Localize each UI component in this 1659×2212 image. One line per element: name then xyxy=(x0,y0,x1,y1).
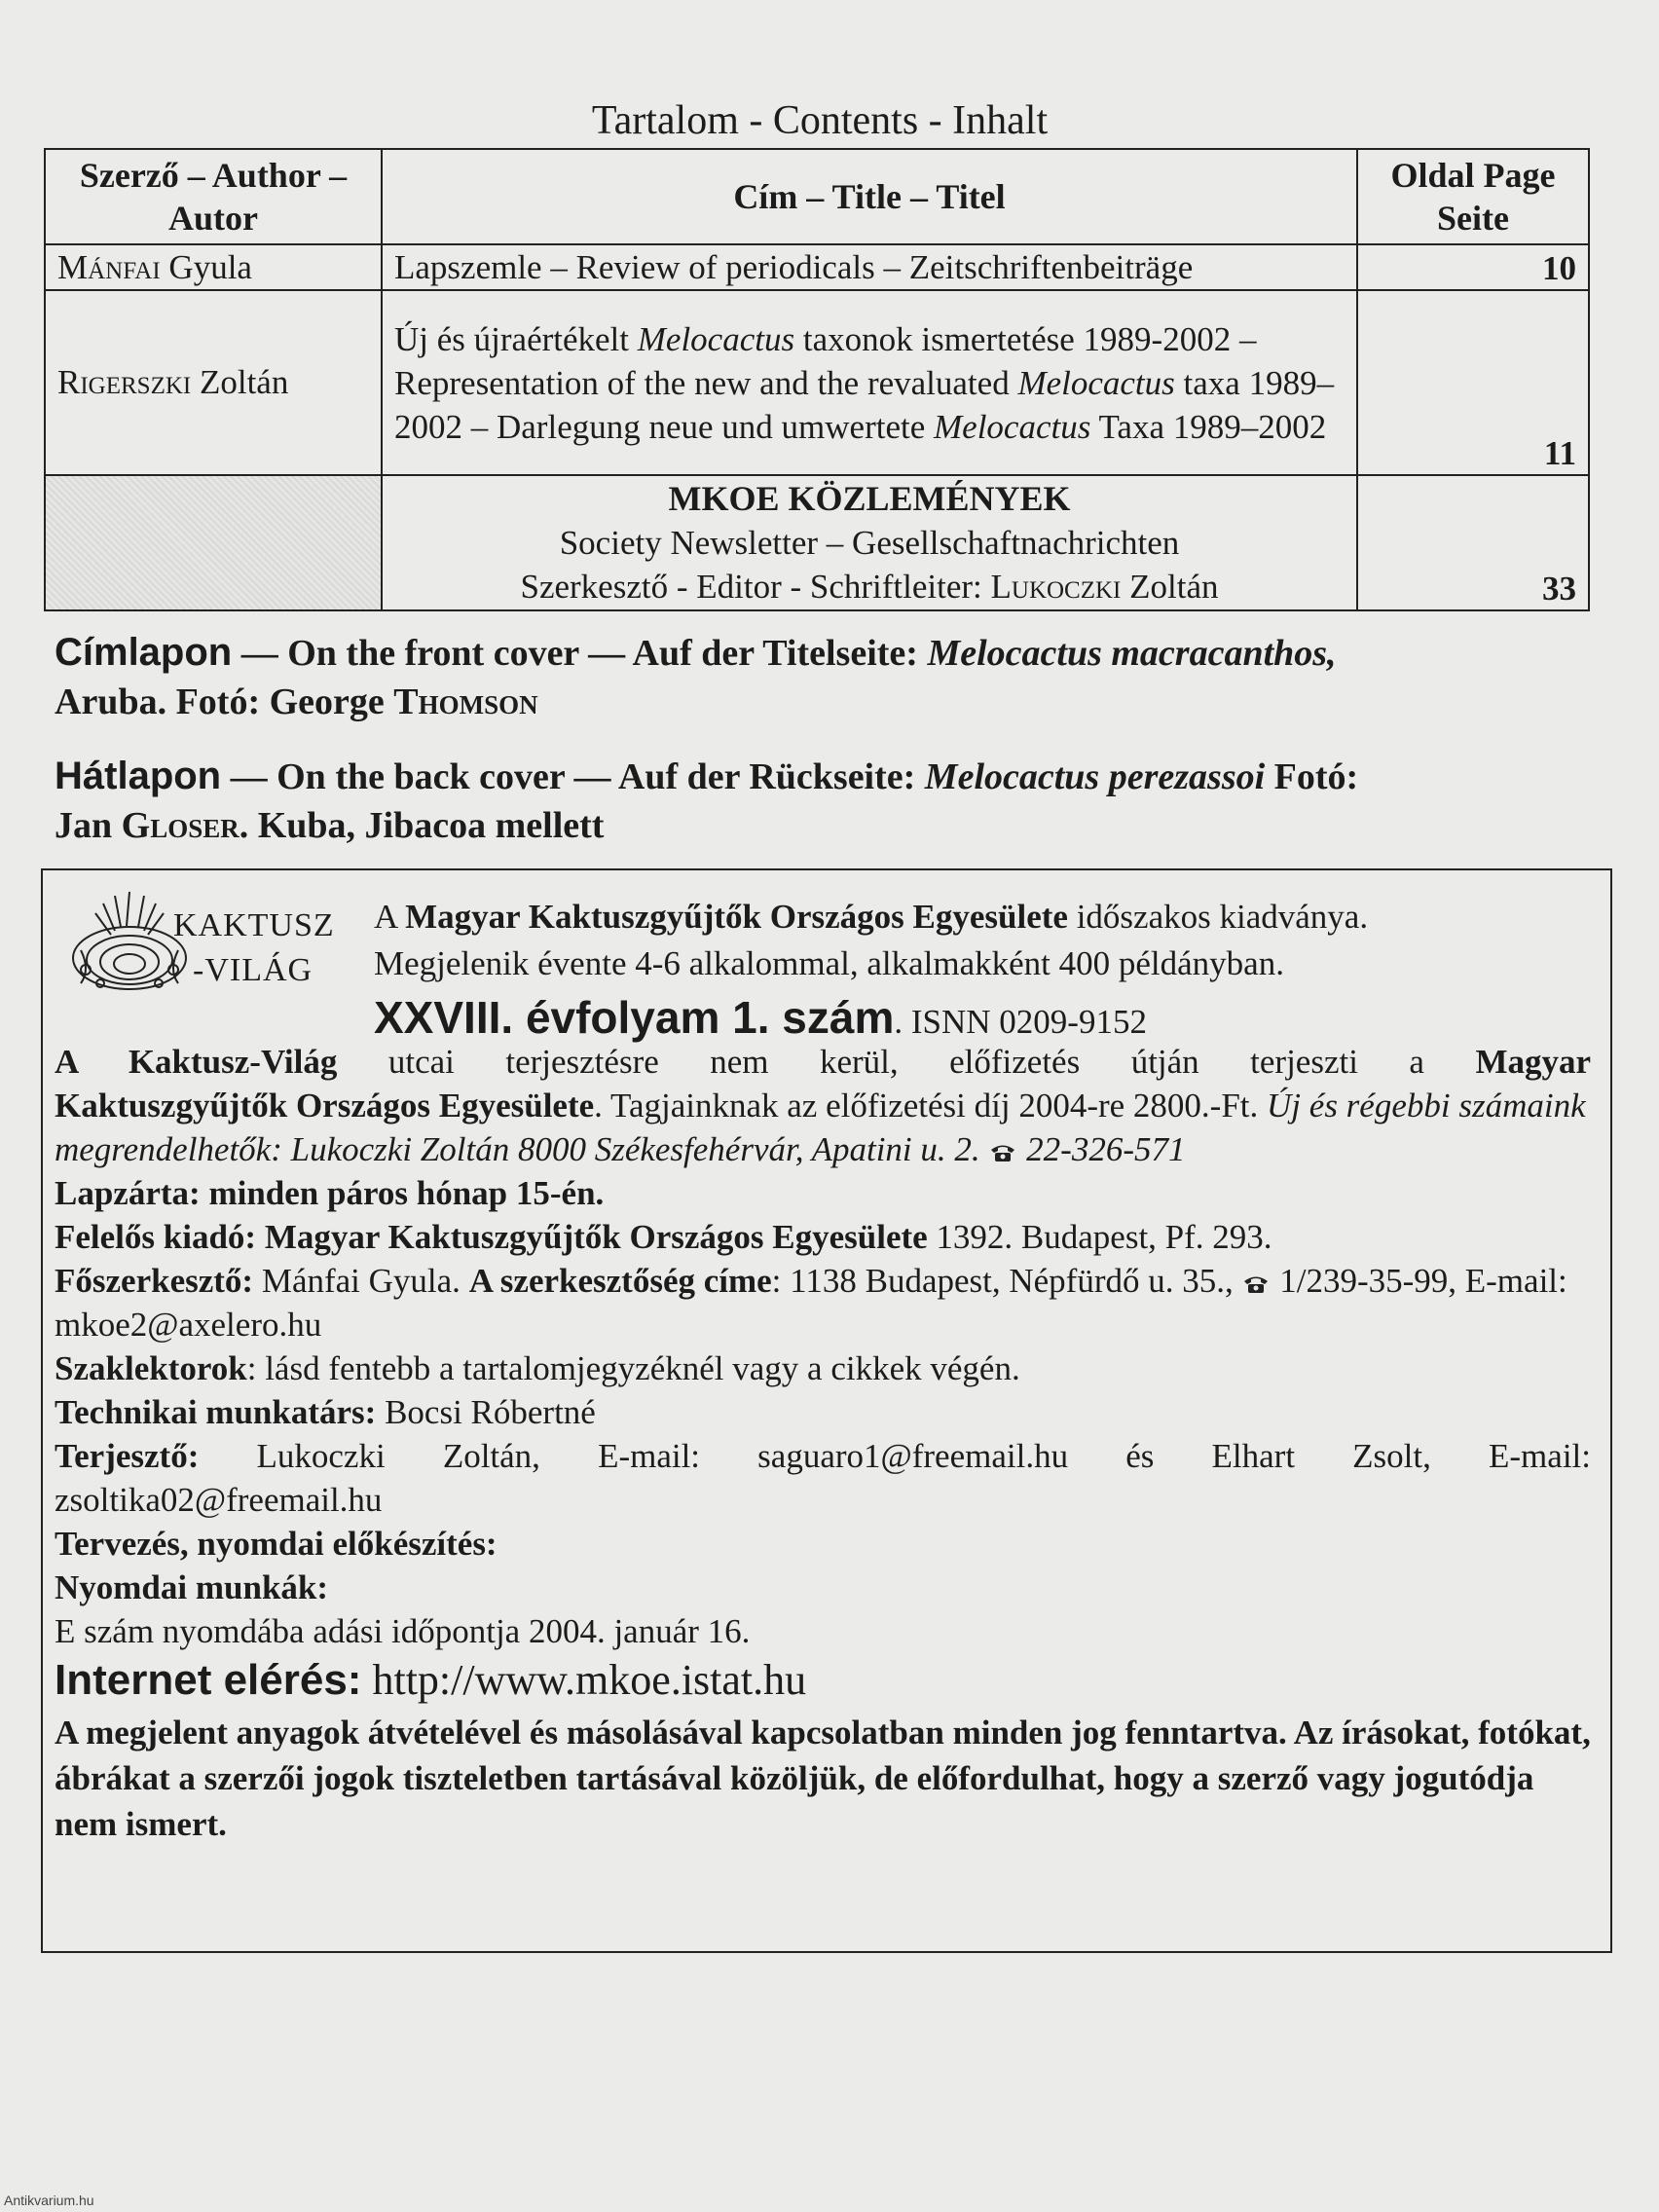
header-title: Cím – Title – Titel xyxy=(382,149,1357,244)
row-page: 11 xyxy=(1357,290,1589,475)
row-author-empty xyxy=(45,475,382,610)
row-title: MKOE KÖZLEMÉNYEK Society Newsletter – Gesellschaftnachrichten Szerkesztő - Editor - Schriftleiter: Lukoczki Zoltán xyxy=(382,475,1357,610)
contents-table xyxy=(44,148,1590,611)
newsletter-heading: MKOE KÖZLEMÉNYEK xyxy=(668,479,1071,518)
back-cover-caption: Hátlapon — On the back cover — Auf der Rückseite: Melocactus perezassoi Fotó: Jan Gloser. Kuba, Jibacoa mellett xyxy=(55,755,1359,846)
issue-number: XXVIII. évfolyam 1. szám xyxy=(374,992,895,1043)
logo-text-line1: KAKTUSZ xyxy=(173,907,335,943)
chief-editor: Főszerkesztő: Mánfai Gyula. A szerkesztőség címe: 1138 Budapest, Népfürdő u. 35., 1/239-35-99, E-mail: mkoe2@axelero.hu xyxy=(55,1262,1567,1344)
distribution-line1: A Kaktusz-Világ utcai terjesztésre nem kerül, előfizetés útján terjeszti a Magyar xyxy=(55,1043,1592,1081)
table-row xyxy=(45,244,1589,290)
row-title: Új és újraértékelt Melocactus taxonok ismertetése 1989-2002 – Representation of the new and the revaluated Melocactus taxa 1989–2002 – Darlegung neue und umwertete Melocactus Taxa 1989–2002 xyxy=(382,290,1357,475)
row-page: 33 xyxy=(1357,475,1589,610)
issue-line xyxy=(374,991,1147,1044)
imprint-box xyxy=(41,868,1612,1953)
table-row xyxy=(45,475,1589,610)
copyright-notice: A megjelent anyagok átvételével és másolásával kapcsolatban minden jog fenntartva. Az írásokat, fotókat, ábrákat a szerzői jogok tiszteletben tartásával közöljük, de előfordulhat, hogy a szerző vagy jogutódja nem ismert. xyxy=(55,1714,1591,1843)
imprint-body xyxy=(55,1040,1591,1847)
table-header-row xyxy=(45,149,1589,244)
issn: . ISNN 0209-9152 xyxy=(894,1003,1147,1041)
logo-text-line2: -VILÁG xyxy=(193,952,313,988)
print-date: E szám nyomdába adási időpontja 2004. január 16. xyxy=(55,1612,751,1650)
design: Tervezés, nyomdai előkészítés: xyxy=(55,1525,498,1563)
header-author: Szerző – Author – Autor xyxy=(45,149,382,244)
publication-info: A Magyar Kaktuszgyűjtők Országos Egyesülete időszakos kiadványa. Megjelenik évente 4-6 alkalommal, alkalmakként 400 példányban. xyxy=(374,898,1369,982)
website-link[interactable]: http://www.mkoe.istat.hu xyxy=(372,1656,807,1704)
distribution-text: Kaktuszgyűjtők Országos Egyesülete. Tagjainknak az előfizetési díj 2004-re 2800.-Ft. Új és régebbi számaink megrendelhetők: Lukoczki Zoltán 8000 Székesfehérvár, Apatini u. 2. 22-326-571 xyxy=(55,1087,1586,1168)
kaktusz-vilag-logo xyxy=(56,882,378,1018)
row-author: Mánfai Gyula xyxy=(45,244,382,290)
front-cover-caption: Címlapon — On the front cover — Auf der Titelseite: Melocactus macracanthos, Aruba. Fotó: George Thomson xyxy=(55,631,1337,722)
page-title: Tartalom - Contents - Inhalt xyxy=(591,98,1049,143)
phone-icon xyxy=(988,1143,1017,1162)
deadline: Lapzárta: minden páros hónap 15-én. xyxy=(55,1174,605,1212)
distributor-line2: zsoltika02@freemail.hu xyxy=(55,1481,383,1519)
printing: Nyomdai munkák: xyxy=(55,1568,329,1606)
phone-icon xyxy=(1241,1274,1271,1294)
watermark: Antikvarium.hu xyxy=(4,2193,94,2208)
header-page: Oldal Page Seite xyxy=(1357,149,1589,244)
technical-staff: Technikai munkatárs: Bocsi Róbertné xyxy=(55,1393,596,1431)
row-page: 10 xyxy=(1357,244,1589,290)
row-title: Lapszemle – Review of periodicals – Zeitschriftenbeiträge xyxy=(382,244,1357,290)
internet: Internet elérés: http://www.mkoe.istat.hu xyxy=(55,1656,807,1704)
publisher: Felelős kiadó: Magyar Kaktuszgyűjtők Országos Egyesülete 1392. Budapest, Pf. 293. xyxy=(55,1218,1272,1256)
row-author: Rigerszki Zoltán xyxy=(45,290,382,475)
table-row xyxy=(45,290,1589,475)
newsletter-subheading: Society Newsletter – Gesellschaftnachrichten xyxy=(559,524,1180,562)
reviewers: Szaklektorok: lásd fentebb a tartalomjegyzéknél vagy a cikkek végén. xyxy=(55,1349,1020,1387)
distributor-line1: Terjesztő: Lukoczki Zoltán, E-mail: saguaro1@freemail.hu és Elhart Zsolt, E-mail: xyxy=(55,1437,1591,1475)
